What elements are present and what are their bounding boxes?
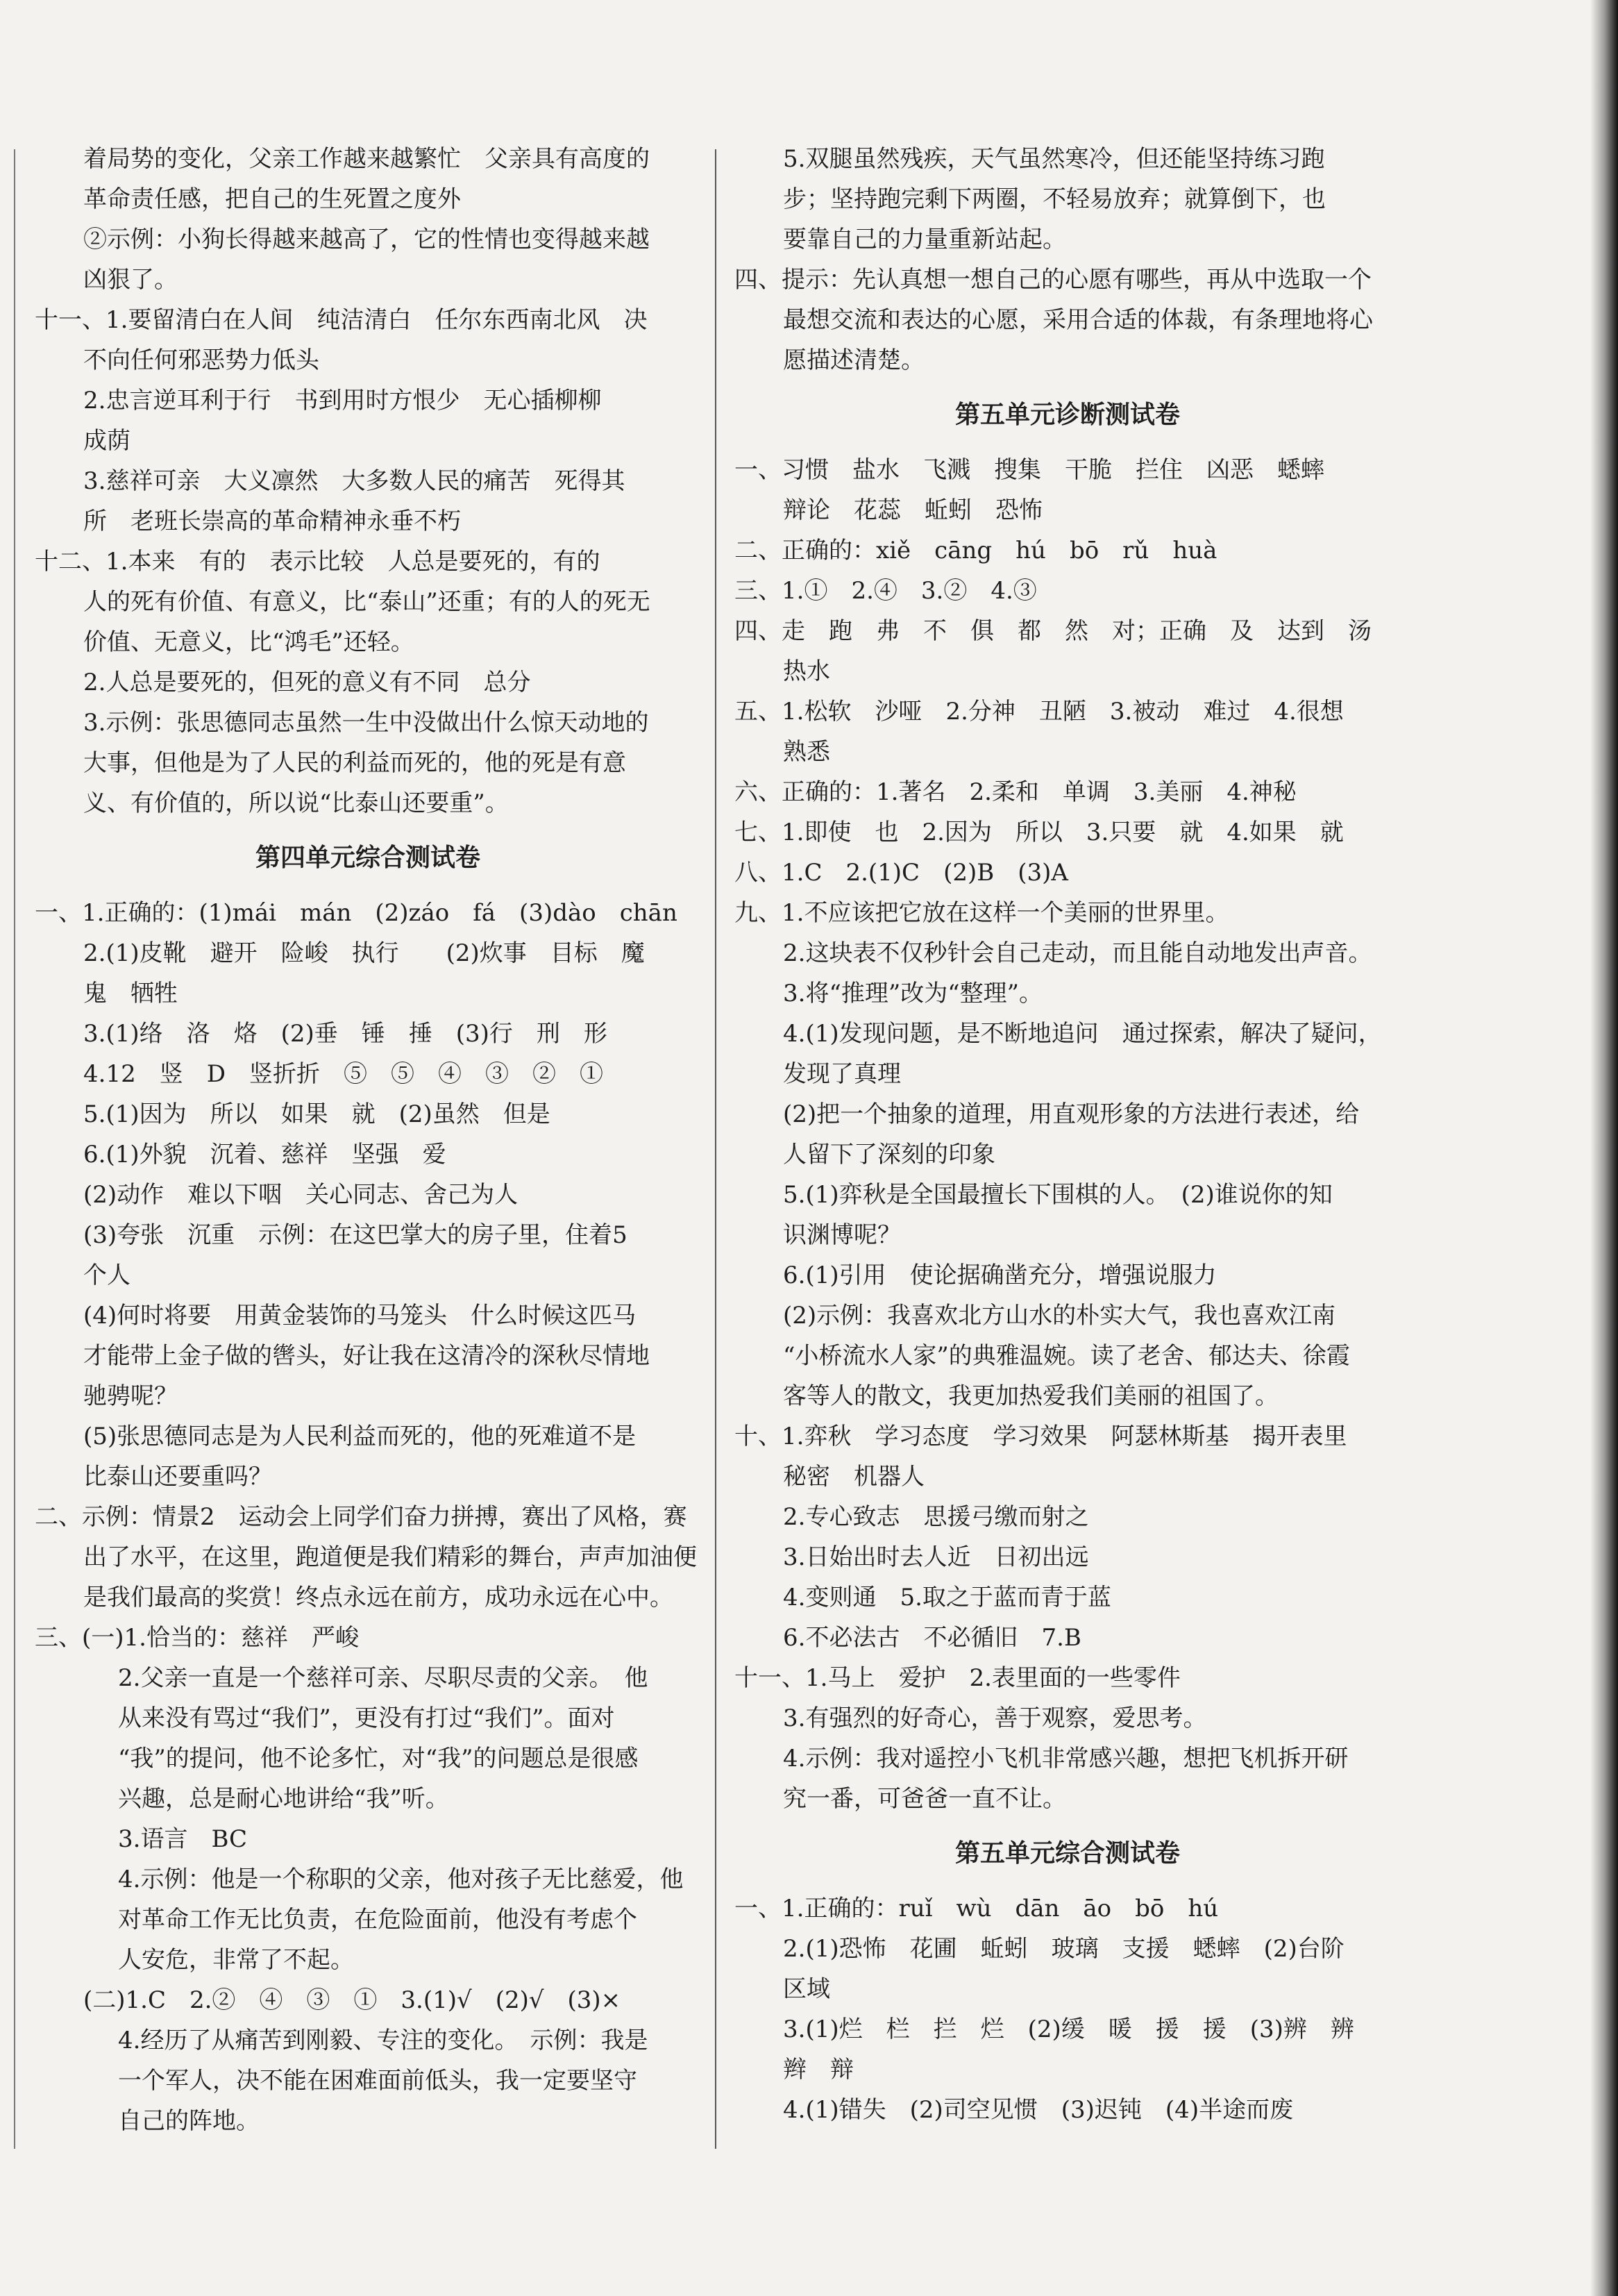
answer-line: 3.(1)络 洛 烙 (2)垂 锤 捶 (3)行 刑 形	[83, 1020, 607, 1048]
answer-line: 2.父亲一直是一个慈祥可亲、尽职尽责的父亲。 他	[118, 1664, 648, 1692]
answer-line: 一个军人，决不能在困难面前低头，我一定要坚守	[118, 2067, 637, 2095]
answer-line: 着局势的变化，父亲工作越来越繁忙 父亲具有高度的	[83, 145, 650, 173]
answer-line: 秘密 机器人	[783, 1463, 925, 1491]
answer-line: 3.慈祥可亲 大义凛然 大多数人民的痛苦 死得其	[83, 467, 625, 495]
answer-line: 4.12 竖 D 竖折折 ⑤ ⑤ ④ ③ ② ①	[83, 1060, 603, 1088]
answer-line: 4.经历了从痛苦到刚毅、专注的变化。 示例：我是	[118, 2027, 648, 2054]
answer-line: 愿描述清楚。	[783, 346, 925, 374]
answer-line: 人的死有价值、有意义，比“泰山”还重；有的人的死无	[83, 588, 650, 616]
answer-line: 5.双腿虽然残疾，天气虽然寒冷，但还能坚持练习跑	[783, 145, 1325, 173]
answer-line: 识渊博呢？	[783, 1221, 901, 1249]
answer-line: (4)何时将要 用黄金装饰的马笼头 什么时候这匹马	[83, 1302, 637, 1330]
answer-line: 大事，但他是为了人民的利益而死的，他的死是有意	[83, 749, 626, 777]
answer-line: 二、正确的：xiě cāng hú bō rǔ huà	[734, 537, 1217, 564]
answer-line: 人留下了深刻的印象	[783, 1141, 995, 1168]
answer-line: 5.(1)弈秋是全国最擅长下围棋的人。 (2)谁说你的知	[783, 1181, 1333, 1209]
answer-line: 革命责任感，把自己的生死置之度外	[83, 185, 461, 213]
answer-line: 一、1.正确的：ruǐ wù dān āo bō hú	[734, 1895, 1219, 1922]
section-heading: 第五单元诊断测试卷	[954, 401, 1180, 429]
answer-line: 不向任何邪恶势力低头	[83, 346, 319, 374]
answer-line: 2.(1)皮靴 避开 险峻 执行 (2)炊事 目标 魔	[83, 939, 645, 967]
answer-line: 辩论 花蕊 蚯蚓 恐怖	[783, 496, 1043, 524]
column-divider	[715, 149, 716, 2149]
answer-line: “我”的提问，他不论多忙，对“我”的问题总是很感	[118, 1745, 639, 1773]
answer-line: 八、1.C 2.(1)C (2)B (3)A	[734, 859, 1068, 887]
answer-line: 4.示例：他是一个称职的父亲，他对孩子无比慈爱，他	[118, 1866, 684, 1893]
answer-line: 十一、1.马上 爱护 2.表里面的一些零件	[734, 1664, 1181, 1692]
section-heading: 第四单元综合测试卷	[255, 844, 480, 872]
answer-line: 辫 辩	[783, 2056, 854, 2084]
answer-line: 是我们最高的奖赏！终点永远在前方，成功永远在心中。	[83, 1584, 673, 1611]
answer-line: (2)示例：我喜欢北方山水的朴实大气，我也喜欢江南	[783, 1302, 1336, 1330]
answer-line: 熟悉	[783, 738, 830, 766]
answer-line: 6.(1)外貌 沉着、慈祥 坚强 爱	[83, 1141, 446, 1168]
left-margin-rule	[14, 149, 15, 2149]
answer-line: 驰骋呢？	[83, 1382, 178, 1410]
answer-line: 所 老班长崇高的革命精神永垂不朽	[83, 508, 461, 535]
answer-line: 6.不必法古 不必循旧 7.B	[783, 1624, 1081, 1652]
answer-line: 4.(1)错失 (2)司空见惯 (3)迟钝 (4)半途而废	[783, 2096, 1294, 2124]
answer-line: 四、提示：先认真想一想自己的心愿有哪些，再从中选取一个	[734, 266, 1372, 294]
answer-line: 才能带上金子做的辔头，好让我在这清冷的深秋尽情地	[83, 1342, 650, 1370]
answer-line: 4.(1)发现问题，是不断地追问 通过探索，解决了疑问，	[783, 1020, 1382, 1048]
answer-line: 6.(1)引用 使论据确凿充分，增强说服力	[783, 1262, 1217, 1289]
answer-line: 最想交流和表达的心愿，采用合适的体裁，有条理地将心	[783, 306, 1373, 334]
answer-line: 十、1.弈秋 学习态度 学习效果 阿瑟林斯基 揭开表里	[734, 1423, 1347, 1450]
answer-line: (二)1.C 2.② ④ ③ ① 3.(1)√ (2)√ (3)×	[83, 1986, 621, 2014]
answer-line: 三、1.① 2.④ 3.② 4.③	[734, 577, 1037, 605]
scan-shadow-edge	[1590, 0, 1618, 2296]
answer-line: 2.这块表不仅秒针会自己走动，而且能自动地发出声音。	[783, 939, 1372, 967]
answer-line: 五、1.松软 沙哑 2.分神 丑陋 3.被动 难过 4.很想	[734, 698, 1344, 726]
answer-line: 4.示例：我对遥控小飞机非常感兴趣，想把飞机拆开研	[783, 1745, 1349, 1773]
answer-line: 4.变则通 5.取之于蓝而青于蓝	[783, 1584, 1111, 1611]
answer-line: ②示例：小狗长得越来越高了，它的性情也变得越来越	[83, 226, 650, 253]
answer-line: 3.示例：张思德同志虽然一生中没做出什么惊天动地的	[83, 709, 649, 737]
answer-line: 步；坚持跑完剩下两圈，不轻易放弃；就算倒下，也	[783, 185, 1326, 213]
answer-line: 2.人总是要死的，但死的意义有不同 总分	[83, 669, 531, 696]
answer-line: 2.忠言逆耳利于行 书到用时方恨少 无心插柳柳	[83, 387, 602, 414]
answer-line: (3)夸张 沉重 示例：在这巴掌大的房子里，住着5	[83, 1221, 627, 1249]
answer-line: 5.(1)因为 所以 如果 就 (2)虽然 但是	[83, 1100, 550, 1128]
answer-line: 究一番，可爸爸一直不让。	[783, 1785, 1066, 1813]
answer-line: 3.将“推理”改为“整理”。	[783, 980, 1043, 1007]
answer-line: 热水	[783, 657, 830, 685]
answer-line: 比泰山还要重吗？	[83, 1463, 272, 1491]
answer-line: 个人	[83, 1262, 130, 1289]
answer-line: 二、示例：情景2 运动会上同学们奋力拼搏，赛出了风格，赛	[35, 1503, 687, 1531]
answer-line: (2)把一个抽象的道理，用直观形象的方法进行表述，给	[783, 1100, 1360, 1128]
answer-line: 一、1.正确的：(1)mái mán (2)záo fá (3)dào chān	[35, 899, 677, 927]
answer-line: 对革命工作无比负责，在危险面前，他没有考虑个	[118, 1906, 637, 1934]
answer-line: 七、1.即使 也 2.因为 所以 3.只要 就 4.如果 就	[734, 819, 1344, 846]
answer-line: (5)张思德同志是为人民利益而死的，他的死难道不是	[83, 1423, 637, 1450]
answer-line: 3.(1)烂 栏 拦 烂 (2)缓 暖 援 援 (3)辨 辨	[783, 2016, 1354, 2043]
answer-line: 自己的阵地。	[118, 2107, 260, 2135]
answer-line: 四、走 跑 弗 不 俱 都 然 对；正确 及 达到 汤	[734, 617, 1372, 645]
answer-line: 发现了真理	[783, 1060, 901, 1088]
answer-line: 要靠自己的力量重新站起。	[783, 226, 1066, 253]
answer-line: 2.专心致志 思援弓缴而射之	[783, 1503, 1089, 1531]
answer-line: 人安危，非常了不起。	[118, 1946, 354, 1974]
answer-line: 3.日始出时去人近 日初出远	[783, 1543, 1089, 1571]
answer-line: 客等人的散文，我更加热爱我们美丽的祖国了。	[783, 1382, 1279, 1410]
answer-line: 兴趣，总是耐心地讲给“我”听。	[118, 1785, 449, 1813]
answer-line: 义、有价值的，所以说“比泰山还要重”。	[83, 789, 509, 817]
answer-line: 3.有强烈的好奇心，善于观察，爱思考。	[783, 1704, 1207, 1732]
answer-line: 区域	[783, 1975, 830, 2003]
answer-line: 九、1.不应该把它放在这样一个美丽的世界里。	[734, 899, 1229, 927]
answer-line: 六、正确的：1.著名 2.柔和 单调 3.美丽 4.神秘	[734, 778, 1297, 806]
answer-line: 出了水平，在这里，跑道便是我们精彩的舞台，声声加油便	[83, 1543, 697, 1571]
answer-line: 从来没有骂过“我们”，更没有打过“我们”。面对	[118, 1704, 615, 1732]
answer-line: 成荫	[83, 427, 130, 455]
answer-line: 一、习惯 盐水 飞溅 搜集 干脆 拦住 凶恶 蟋蟀	[734, 456, 1324, 484]
answer-line: (2)动作 难以下咽 关心同志、舍己为人	[83, 1181, 519, 1209]
answer-line: 3.语言 BC	[118, 1825, 248, 1853]
answer-line: “小桥流水人家”的典雅温婉。读了老舍、郁达夫、徐霞	[783, 1342, 1350, 1370]
section-heading: 第五单元综合测试卷	[954, 1839, 1180, 1868]
answer-line: 2.(1)恐怖 花圃 蚯蚓 玻璃 支援 蟋蟀 (2)台阶	[783, 1935, 1345, 1963]
answer-line: 三、(一)1.恰当的：慈祥 严峻	[35, 1624, 359, 1652]
answer-line: 凶狠了。	[83, 266, 178, 294]
left-column	[35, 139, 701, 2296]
answer-line: 十二、1.本来 有的 表示比较 人总是要死的，有的	[35, 548, 600, 576]
answer-line: 十一、1.要留清白在人间 纯洁清白 任尔东西南北风 决	[35, 306, 648, 334]
answer-line: 鬼 牺牲	[83, 980, 178, 1007]
right-column	[734, 139, 1401, 2296]
answer-line: 价值、无意义，比“鸿毛”还轻。	[83, 628, 414, 656]
